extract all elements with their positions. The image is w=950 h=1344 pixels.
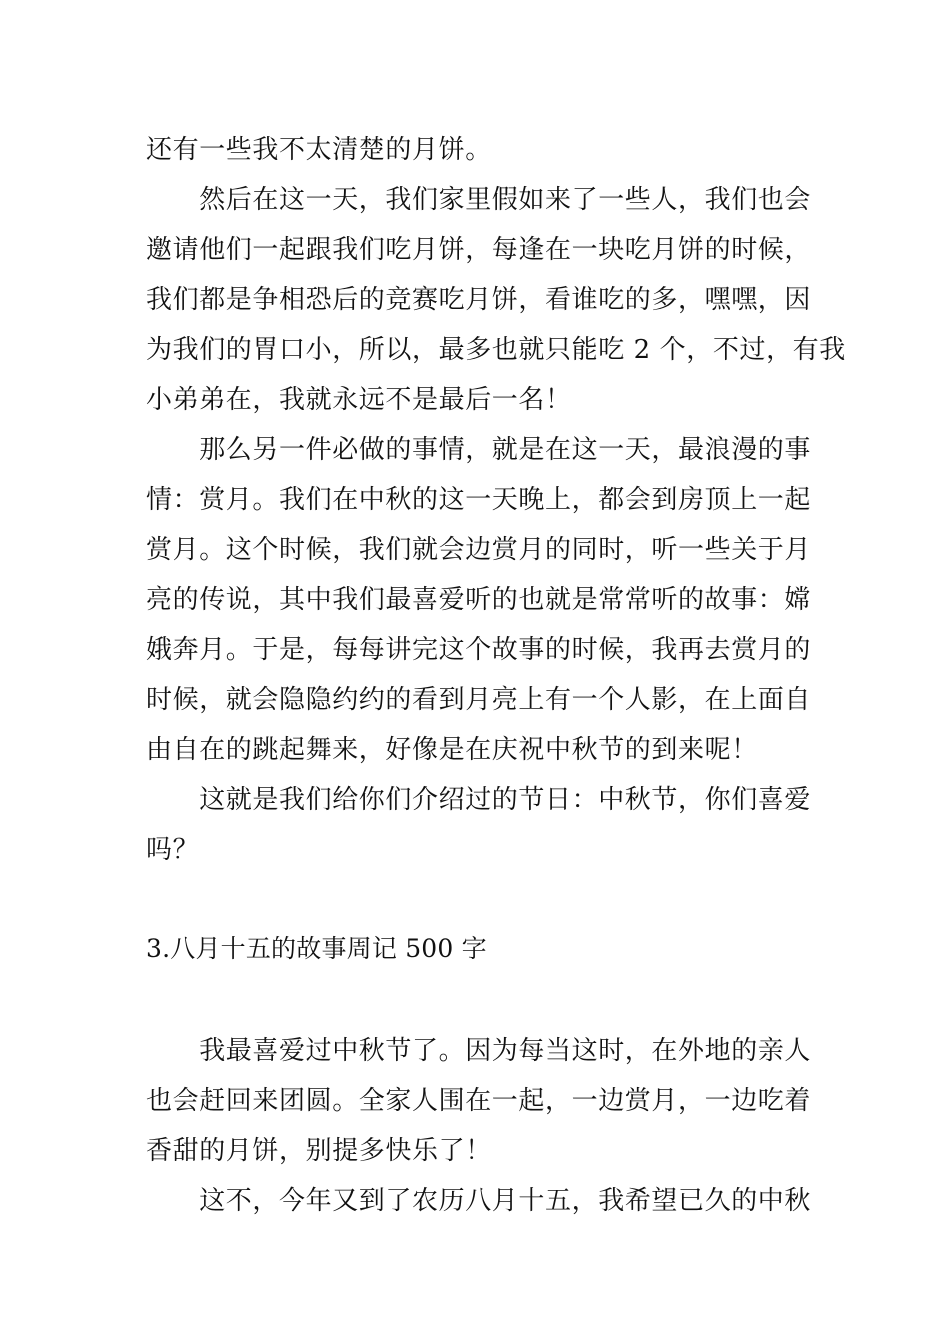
paragraph-line: 也会赶回来团圆。全家人围在一起，一边赏月，一边吃着 xyxy=(146,1086,812,1116)
paragraph-line: 小弟弟在，我就永远不是最后一名！ xyxy=(146,385,572,415)
paragraph-line: 为我们的胃口小，所以，最多也就只能吃 2 个，不过，有我 xyxy=(146,335,846,365)
paragraph-line: 娥奔月。于是，每每讲完这个故事的时候，我再去赏月的 xyxy=(146,635,812,665)
paragraph-line: 邀请他们一起跟我们吃月饼，每逢在一块吃月饼的时候， xyxy=(146,235,812,265)
paragraph-line: 我最喜爱过中秋节了。因为每当这时，在外地的亲人 xyxy=(146,1036,812,1066)
paragraph-line: 亮的传说，其中我们最喜爱听的也就是常常听的故事：嫦 xyxy=(146,585,812,615)
paragraph-line: 还有一些我不太清楚的月饼。 xyxy=(146,135,492,165)
paragraph-line: 那么另一件必做的事情，就是在这一天，最浪漫的事 xyxy=(146,435,812,465)
paragraph-line: 由自在的跳起舞来，好像是在庆祝中秋节的到来呢！ xyxy=(146,735,758,765)
paragraph-line: 情：赏月。我们在中秋的这一天晚上，都会到房顶上一起 xyxy=(146,485,812,515)
paragraph-line: 我们都是争相恐后的竞赛吃月饼，看谁吃的多，嘿嘿，因 xyxy=(146,285,812,315)
paragraph-line: 赏月。这个时候，我们就会边赏月的同时，听一些关于月 xyxy=(146,535,812,565)
paragraph-line: 然后在这一天，我们家里假如来了一些人，我们也会 xyxy=(146,185,812,215)
paragraph-line: 香甜的月饼，别提多快乐了！ xyxy=(146,1136,492,1166)
section-heading: 3.八月十五的故事周记 500 字 xyxy=(146,934,487,963)
paragraph-line: 吗？ xyxy=(146,835,200,865)
paragraph-line: 时候，就会隐隐约约的看到月亮上有一个人影，在上面自 xyxy=(146,685,812,715)
paragraph-line: 这不，今年又到了农历八月十五，我希望已久的中秋 xyxy=(146,1186,812,1216)
paragraph-line: 这就是我们给你们介绍过的节日：中秋节，你们喜爱 xyxy=(146,785,812,815)
